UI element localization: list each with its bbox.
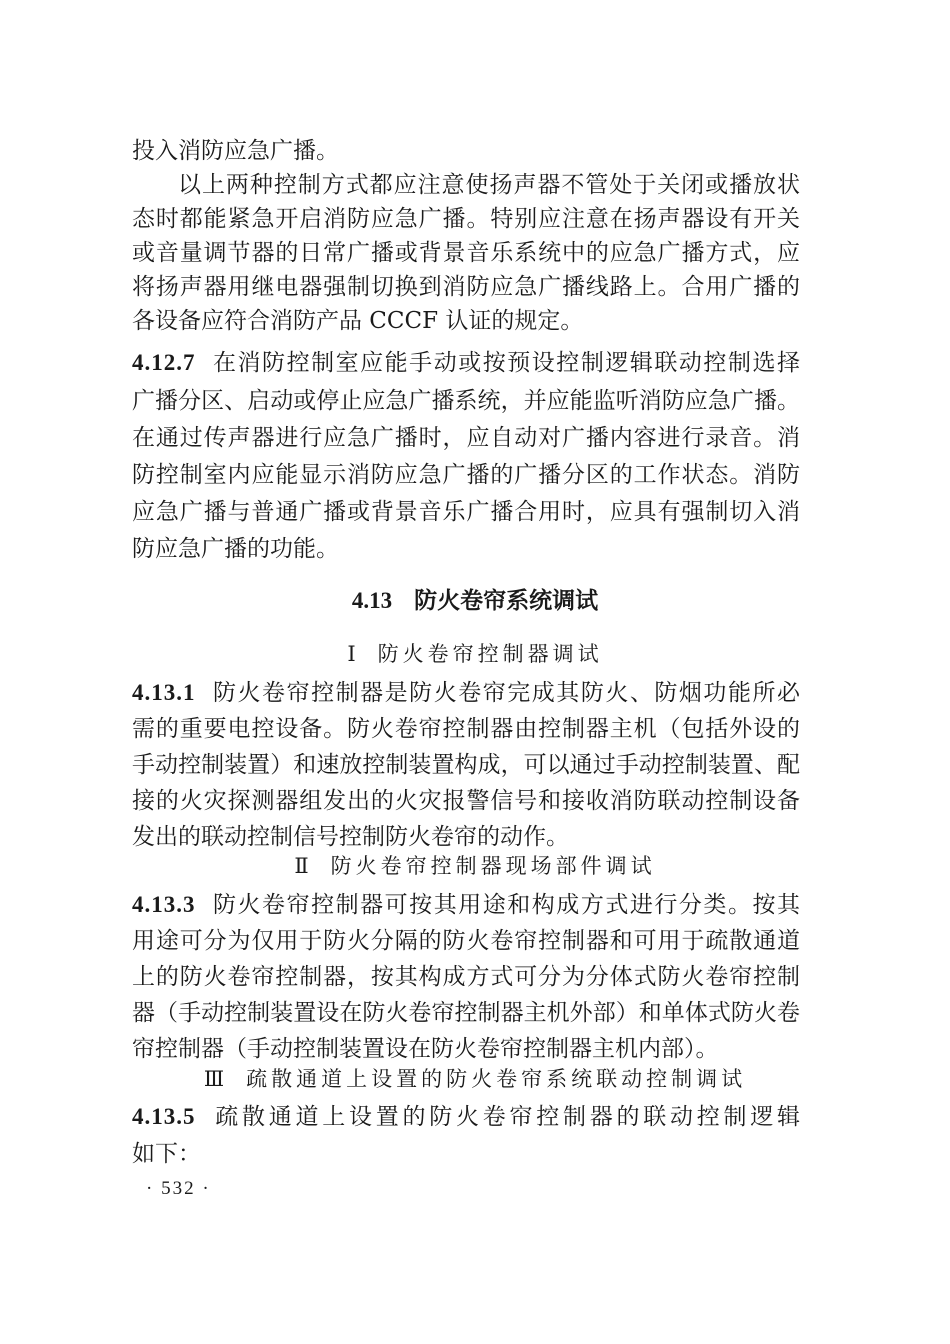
clause-text: 在消防控制室应能手动或按预设控制逻辑联动控制选择 (211, 350, 800, 376)
section-number: 4.13 (351, 588, 393, 613)
clause-4-12-7-first-line (132, 346, 800, 380)
clause-text: 防火卷帘控制器可按其用途和构成方式进行分类。按其 (211, 892, 800, 918)
clause-4-13-5-first-line (132, 1100, 800, 1134)
text-line: 发出的联动控制信号控制防火卷帘的动作。 (132, 824, 569, 850)
text-line: 防控制室内应能显示消防应急广播的广播分区的工作状态。消防 (132, 462, 800, 488)
clause-4-13-1-first-line (132, 676, 800, 710)
subsection-title: 防火卷帘控制器现场部件调试 (330, 854, 656, 878)
clause-number: 4.13.1 (132, 680, 196, 705)
clause-text: 防火卷帘控制器是防火卷帘完成其防火、防烟功能所必 (211, 680, 800, 706)
text-line: 投入消防应急广播。 (132, 138, 339, 164)
text-line: 态时都能紧急开启消防应急广播。特别应注意在扬声器设有开关 (132, 206, 800, 232)
subsection-heading (0, 638, 950, 670)
text-line: 用途可分为仅用于防火分隔的防火卷帘控制器和可用于疏散通道 (132, 928, 800, 954)
subsection-heading (0, 850, 950, 882)
text-line: 或音量调节器的日常广播或背景音乐系统中的应急广播方式，应 (132, 240, 800, 266)
text-line: 以上两种控制方式都应注意使扬声器不管处于关闭或播放状 (178, 172, 800, 198)
text-line: 广播分区、启动或停止应急广播系统，并应能监听消防应急广播。 (132, 388, 800, 414)
clause-number: 4.13.5 (132, 1104, 196, 1129)
text-line: 器（手动控制装置设在防火卷帘控制器主机外部）和单体式防火卷 (132, 1000, 800, 1026)
text-line: 如下： (132, 1141, 201, 1167)
text-line: 应急广播与普通广播或背景音乐广播合用时，应具有强制切入消 (132, 499, 800, 525)
clause-text: 疏散通道上设置的防火卷帘控制器的联动控制逻辑 (211, 1104, 800, 1130)
page-number: · 532 · (146, 1178, 211, 1199)
clause-number: 4.12.7 (132, 350, 196, 375)
text-line: 防应急广播的功能。 (132, 536, 339, 562)
text-line: 手动控制装置）和速放控制装置构成，可以通过手动控制装置、配 (132, 752, 800, 778)
text-line: 在通过传声器进行应急广播时，应自动对广播内容进行录音。消 (132, 425, 800, 451)
subsection-roman: Ⅰ (347, 642, 356, 666)
text-line: 上的防火卷帘控制器，按其构成方式可分为分体式防火卷帘控制 (132, 964, 800, 990)
subsection-heading (0, 1063, 950, 1095)
text-line: 各设备应符合消防产品 CCCF 认证的规定。 (132, 308, 584, 334)
text-line: 接的火灾探测器组发出的火灾报警信号和接收消防联动控制设备 (132, 788, 800, 814)
subsection-title: 防火卷帘控制器调试 (377, 642, 603, 666)
section-heading (0, 584, 950, 618)
text-line: 将扬声器用继电器强制切换到消防应急广播线路上。合用广播的 (132, 274, 800, 300)
text-line: 帘控制器（手动控制装置设在防火卷帘控制器主机内部）。 (132, 1036, 719, 1062)
subsection-title: 疏散通道上设置的防火卷帘系统联动控制调试 (246, 1067, 747, 1091)
clause-number: 4.13.3 (132, 892, 196, 917)
text-line: 需的重要电控设备。防火卷帘控制器由控制器主机（包括外设的 (132, 716, 800, 742)
section-title: 防火卷帘系统调试 (414, 587, 599, 614)
subsection-roman: Ⅲ (203, 1067, 225, 1091)
clause-4-13-3-first-line (132, 888, 800, 922)
subsection-roman: Ⅱ (294, 854, 309, 878)
